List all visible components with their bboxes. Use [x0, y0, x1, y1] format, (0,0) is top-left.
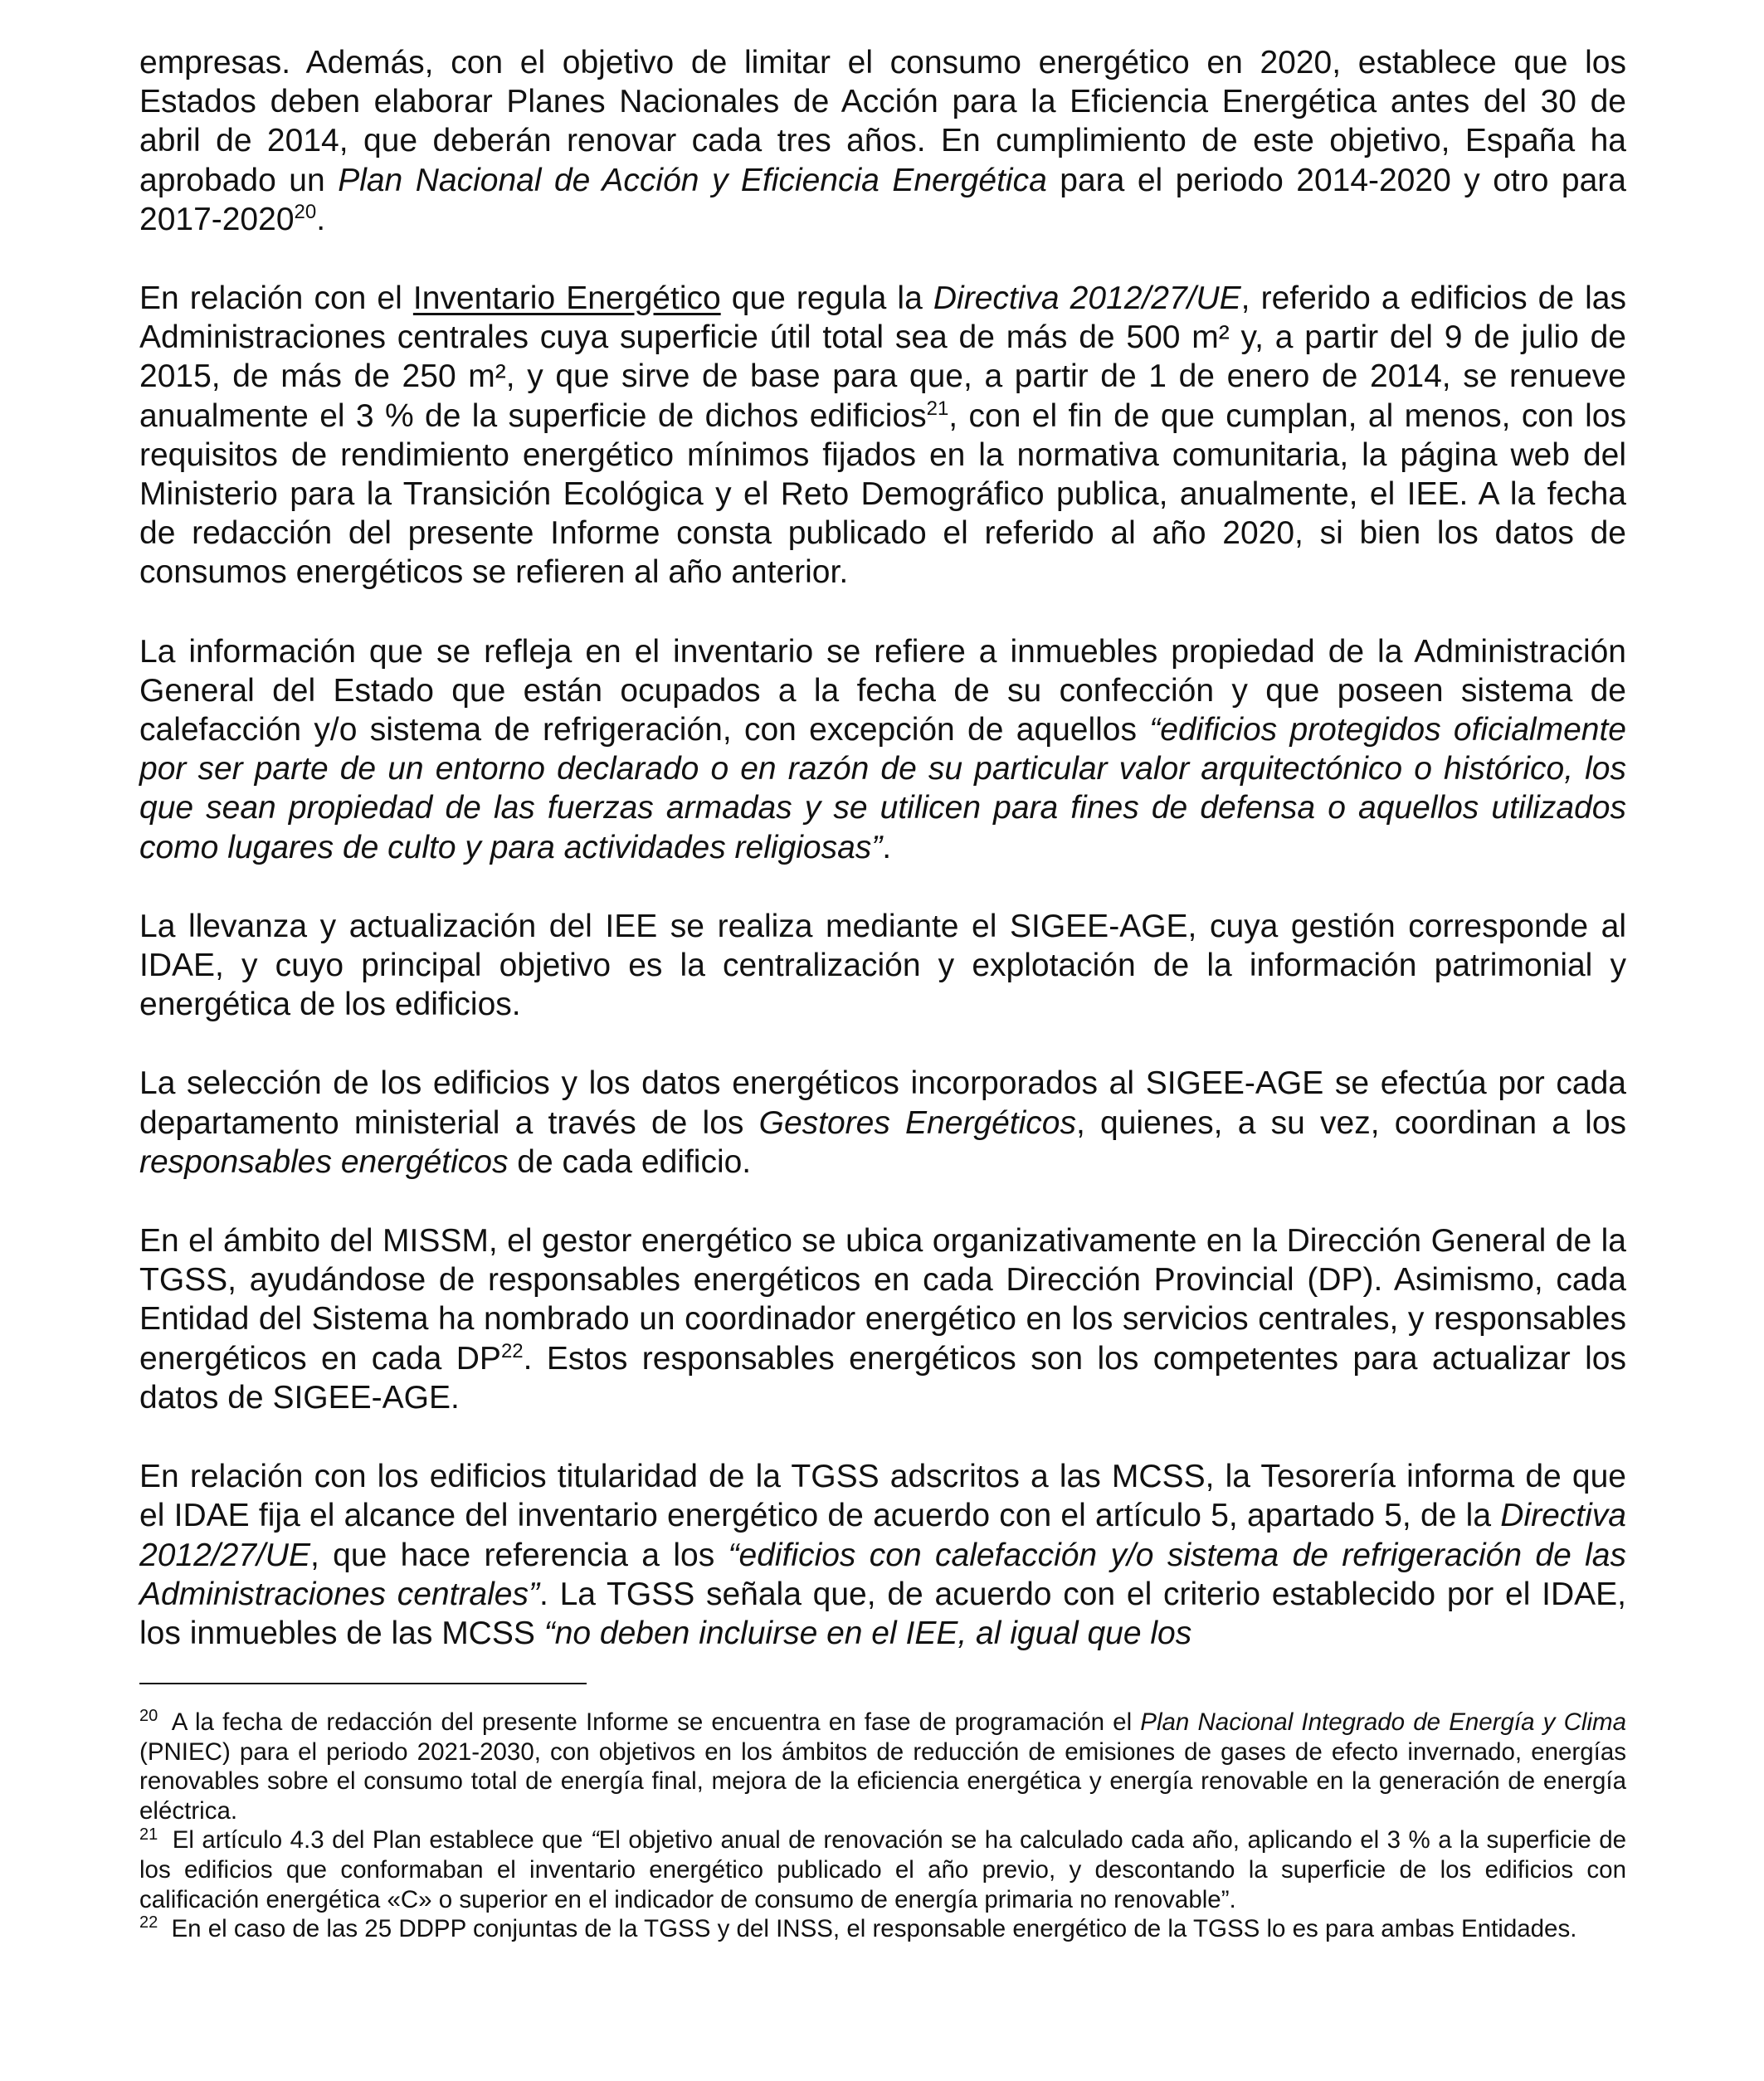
- body-paragraph: [139, 1221, 1626, 1417]
- italic-text: “edificios con calefacción y/o sistema de refrigeración de las Administraciones centrales”: [139, 1537, 1626, 1612]
- text-run: (PNIEC) para el periodo 2021-2030, con objetivos en los ámbitos de reducción de emisiones de gases de efecto invernado, energías renovables sobre el consumo total de energía final, mejora de la eficiencia energética y energía renovable en la generación de energía eléctrica.: [139, 1737, 1626, 1825]
- italic-text: “: [590, 1826, 599, 1854]
- text-run: La llevanza y actualización del IEE se realiza mediante el SIGEE-AGE, cuya gestión corresponde al IDAE, y cuyo principal objetivo es la centralización y explotación de la información patrimonial y energética de los edificios.: [139, 908, 1626, 1023]
- body-paragraph: [139, 907, 1626, 1025]
- italic-text: “no deben incluirse en el IEE, al igual que los: [543, 1615, 1192, 1651]
- text-run: En el caso de las 25 DDPP conjuntas de la TGSS y del INSS, el responsable energético de la TGSS lo es para ambas Entidades.: [164, 1915, 1577, 1943]
- footnote: [139, 1914, 1626, 1944]
- text-run: A la fecha de redacción del presente Informe se encuentra en fase de programación el: [164, 1708, 1141, 1736]
- text-run: .: [316, 201, 326, 237]
- footnote-number: 21: [139, 1825, 158, 1844]
- italic-text: Directiva 2012/27/UE: [933, 280, 1241, 317]
- underlined-text: Inventario Energético: [412, 280, 721, 317]
- footnote-number: 20: [139, 1707, 158, 1726]
- text-run: , referido a edificios de las Administraciones centrales cuya superficie útil total sea de más de 500 m² y, a partir del 9 de julio de 2015, de más de 250 m², y que sirve de base para que, a partir de 1 de enero de 2014, se renueve anualmente el 3 % de la superficie de dichos edificios: [139, 280, 1626, 434]
- footnote-reference: 22: [500, 1339, 524, 1362]
- footnote: [139, 1708, 1626, 1825]
- body-paragraph: [139, 1457, 1626, 1653]
- body-paragraph: [139, 43, 1626, 239]
- italic-text: Plan Nacional de Acción y Eficiencia Energética: [338, 162, 1047, 198]
- text-run: . Estos responsables energéticos son los competentes para actualizar los datos de SIGEE-AGE.: [139, 1340, 1627, 1416]
- text-run: En relación con el: [139, 280, 413, 317]
- body-paragraph: [139, 279, 1626, 592]
- text-run: , quienes, a su vez, coordinan a los: [1076, 1104, 1627, 1141]
- text-run: , con el fin de que cumplan, al menos, con los requisitos de rendimiento energético mínimos fijados en la normativa comunitaria, la página web del Ministerio para la Transición Ecológica y el Reto Demográfico publica, anualmente, el IEE. A la fecha de redacción del presente Informe consta publicado el referido al año 2020, si bien los datos de consumos energéticos se refieren al año anterior.: [139, 397, 1627, 591]
- text-run: En relación con los edificios titularidad de la TGSS adscritos a las MCSS, la Tesorería informa de que el IDAE fija el alcance del inventario energético de acuerdo con el artículo 5, apartado 5, de la: [139, 1459, 1626, 1534]
- footnote-reference: 21: [926, 397, 949, 420]
- footnote: [139, 1825, 1626, 1914]
- text-run: para el periodo 2014-2020 y otro para 2017-2020: [139, 162, 1626, 237]
- italic-text: Plan Nacional Integrado de Energía y Clima: [1140, 1708, 1626, 1736]
- text-run: En el ámbito del MISSM, el gestor energético se ubica organizativamente en la Dirección General de la TGSS, ayudándose de responsables energéticos en cada Dirección Provincial (DP). Asimismo, cada Entidad del Sistema ha nombrado un coordinador energético en los servicios centrales, y responsables energéticos en cada DP: [139, 1223, 1626, 1377]
- text-run: . La TGSS señala que, de acuerdo con el criterio establecido por el IDAE, los inmuebles de las MCSS: [139, 1576, 1626, 1651]
- body-paragraph: [139, 1064, 1626, 1182]
- text-run: , que hace referencia a los: [310, 1537, 729, 1573]
- italic-text: responsables energéticos: [139, 1143, 509, 1180]
- italic-text: “edificios protegidos oficialmente por ser parte de un entorno declarado o en razón de su particular valor arquitectónico o histórico, los que sean propiedad de las fuerzas armadas y se utilicen para fines de defensa o aquellos utilizados como lugares de culto y para actividades religiosas”: [139, 712, 1626, 865]
- italic-text: Directiva 2012/27/UE: [139, 1498, 1626, 1573]
- text-run: de cada edificio.: [508, 1143, 752, 1180]
- body-paragraph: [139, 632, 1626, 867]
- text-run: empresas. Además, con el objetivo de limitar el consumo energético en 2020, establece que los Estados deben elaborar Planes Nacionales de Acción para la Eficiencia Energética antes del 30 de abril de 2014, que deberán renovar cada tres años. En cumplimiento de este objetivo, España ha aprobado un: [139, 45, 1626, 198]
- footnote-reference: 20: [294, 200, 317, 223]
- footnote-separator: [139, 1683, 587, 1684]
- document-body: [139, 43, 1626, 1693]
- text-run: La selección de los edificios y los datos energéticos incorporados al SIGEE-AGE se efectúa por cada departamento ministerial a través de los: [139, 1065, 1626, 1141]
- text-run: La información que se refleja en el inventario se refiere a inmuebles propiedad de la Administración General del Estado que están ocupados a la fecha de su confección y que poseen sistema de calefacción y/o sistema de refrigeración, con excepción de aquellos: [139, 633, 1626, 748]
- text-run: El artículo 4.3 del Plan establece que: [164, 1826, 591, 1854]
- text-run: que regula la: [720, 280, 933, 317]
- footnotes: [139, 1708, 1626, 1944]
- italic-text: Gestores Energéticos: [758, 1104, 1076, 1141]
- text-run: .: [882, 829, 892, 865]
- text-run: El objetivo anual de renovación se ha calculado cada año, aplicando el 3 % a la superficie de los edificios que conformaban el inventario energético publicado el año previo, y descontando la superficie de los edificios con calificación energética «C» o superior en el indicador de consumo de energía primaria no renovable”.: [139, 1826, 1627, 1913]
- footnote-number: 22: [139, 1913, 158, 1932]
